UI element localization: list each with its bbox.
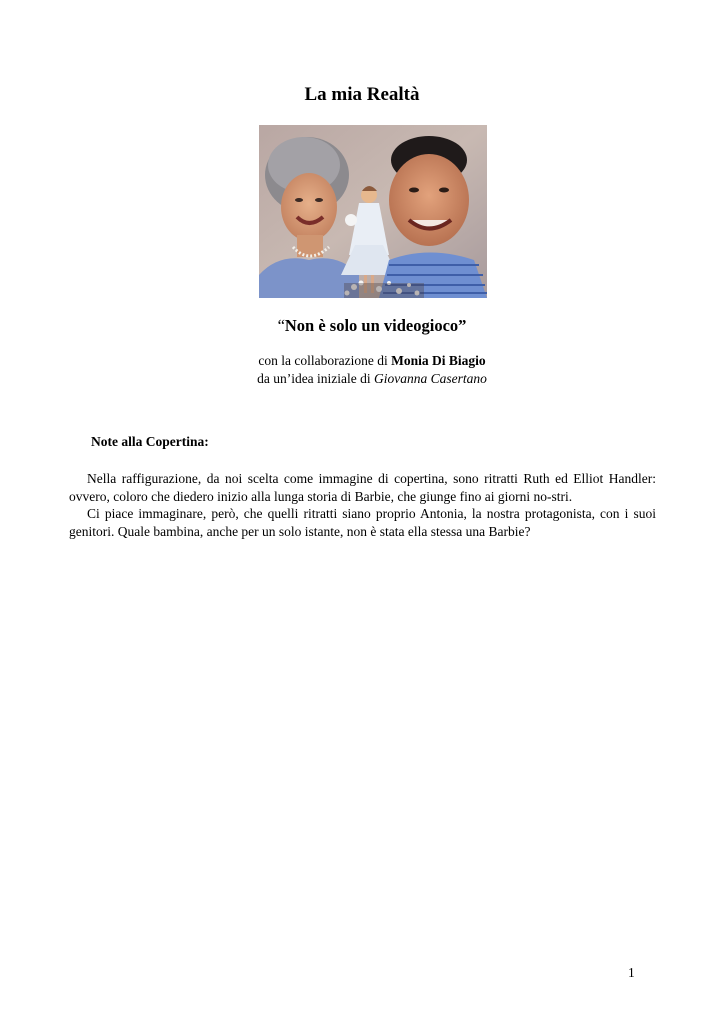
notes-heading: Note alla Copertina: xyxy=(91,434,209,449)
collaborator-name: Monia Di Biagio xyxy=(391,353,486,368)
credits-line-idea xyxy=(0,370,724,388)
idea-author-name: Giovanna Casertano xyxy=(374,371,487,386)
subtitle-text: Non è solo un videogioco xyxy=(284,316,459,335)
cover-photo xyxy=(259,125,487,298)
subtitle-close-quote: ” xyxy=(458,316,467,335)
document-title: La mia Realtà xyxy=(304,84,420,105)
notes-paragraph: Ci piace immaginare, però, che quelli ritratti siano proprio Antonia, la nostra protagonista, con i suoi genitori. Quale bambina, anche per un solo istante, non è stata ella stessa una Barbie? xyxy=(69,506,656,539)
credits xyxy=(0,352,724,388)
collaboration-prefix: con la collaborazione di xyxy=(258,353,392,368)
notes-paragraph: Nella raffigurazione, da noi scelta come immagine di copertina, sono ritratti Ruth ed Elliot Handler: ovvero, coloro che diedero inizio alla lunga storia di Barbie, che giunge fino ai giorni no-stri. xyxy=(69,471,656,504)
idea-prefix: da un’idea iniziale di xyxy=(257,371,375,386)
cover-photo-portrait-icon xyxy=(259,125,487,298)
subtitle-open-quote: “ xyxy=(277,316,285,335)
subtitle xyxy=(0,316,724,336)
notes-body xyxy=(69,470,656,540)
credits-line-collaboration xyxy=(0,352,724,370)
page-number: 1 xyxy=(628,965,635,980)
